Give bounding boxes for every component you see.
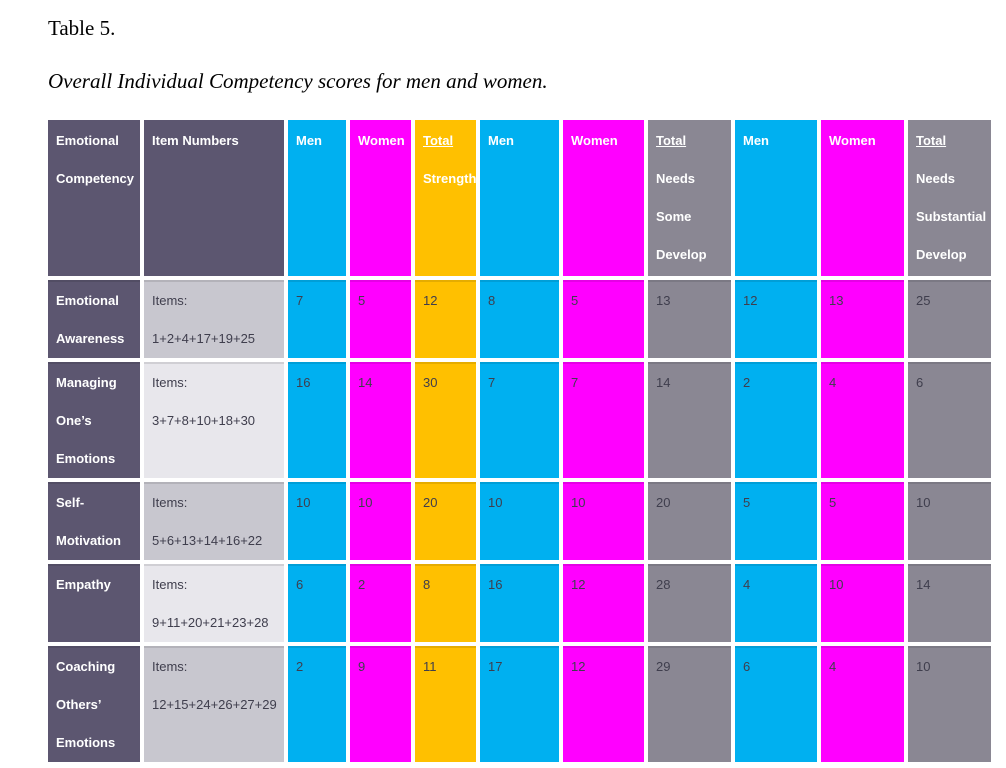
data-cell: 4 [821, 646, 904, 762]
data-cell: 16 [288, 362, 346, 478]
items-formula: 5+6+13+14+16+22 [152, 533, 263, 548]
data-cell: 12 [415, 280, 476, 358]
data-cell: 2 [350, 564, 411, 642]
data-cell: 14 [648, 362, 731, 478]
items-formula: 3+7+8+10+18+30 [152, 413, 256, 428]
data-cell: 8 [415, 564, 476, 642]
row-label: Managing One’s Emotions [48, 362, 140, 478]
items-formula: 9+11+20+21+23+28 [152, 615, 269, 630]
data-cell: 12 [735, 280, 817, 358]
table-row-coaching-others-emotions [48, 646, 991, 762]
data-cell: 14 [908, 564, 991, 642]
table-caption: Overall Individual Competency scores for men and women. [48, 69, 548, 93]
header-total-substantial-develop-sub: Needs Substantial Develop [916, 171, 987, 262]
data-cell: 5 [735, 482, 817, 560]
data-cell: 6 [908, 362, 991, 478]
table-row-empathy [48, 564, 991, 642]
data-cell: 20 [415, 482, 476, 560]
data-cell: 10 [563, 482, 644, 560]
items-label: Items: [152, 495, 188, 510]
items-label: Items: [152, 659, 188, 674]
header-total-strength-title: Total [423, 133, 454, 148]
items-cell [144, 362, 284, 478]
data-cell: 30 [415, 362, 476, 478]
data-cell: 10 [821, 564, 904, 642]
items-cell [144, 482, 284, 560]
table-row-self-motivation [48, 482, 991, 560]
items-label: Items: [152, 577, 188, 592]
row-label: Empathy [48, 564, 140, 642]
row-label: Self-Motivation [48, 482, 140, 560]
data-cell: 11 [415, 646, 476, 762]
data-cell: 2 [735, 362, 817, 478]
data-cell: 6 [735, 646, 817, 762]
data-cell: 10 [350, 482, 411, 560]
header-men-substantial-develop: Men [735, 120, 817, 276]
header-total-strength-sub: Strength [423, 171, 477, 186]
data-cell: 13 [648, 280, 731, 358]
header-total-some-develop-title: Total [656, 133, 687, 148]
data-cell: 16 [480, 564, 559, 642]
row-label: Emotional Awareness [48, 280, 140, 358]
competency-table [44, 116, 995, 766]
header-row [48, 120, 991, 276]
data-cell: 28 [648, 564, 731, 642]
header-women-strength: Women [350, 120, 411, 276]
items-cell [144, 280, 284, 358]
data-cell: 13 [821, 280, 904, 358]
data-cell: 12 [563, 564, 644, 642]
data-cell: 17 [480, 646, 559, 762]
data-cell: 5 [350, 280, 411, 358]
data-cell: 6 [288, 564, 346, 642]
data-cell: 20 [648, 482, 731, 560]
table-row-emotional-awareness [48, 280, 991, 358]
header-total-substantial-develop [908, 120, 991, 276]
data-cell: 10 [908, 482, 991, 560]
data-cell: 2 [288, 646, 346, 762]
table-number: Table 5. [48, 16, 116, 40]
data-cell: 8 [480, 280, 559, 358]
data-cell: 7 [480, 362, 559, 478]
data-cell: 7 [288, 280, 346, 358]
table-row-managing-ones-emotions [48, 362, 991, 478]
header-total-substantial-develop-title: Total [916, 133, 947, 148]
header-women-some-develop: Women [563, 120, 644, 276]
data-cell: 4 [821, 362, 904, 478]
items-cell [144, 646, 284, 762]
header-men-strength: Men [288, 120, 346, 276]
data-cell: 4 [735, 564, 817, 642]
data-cell: 5 [563, 280, 644, 358]
data-cell: 12 [563, 646, 644, 762]
data-cell: 25 [908, 280, 991, 358]
data-cell: 10 [908, 646, 991, 762]
data-cell: 14 [350, 362, 411, 478]
data-cell: 10 [288, 482, 346, 560]
row-label: Coaching Others’ Emotions [48, 646, 140, 762]
items-label: Items: [152, 375, 188, 390]
header-emotional-competency: Emotional Competency [48, 120, 140, 276]
header-women-substantial-develop: Women [821, 120, 904, 276]
data-cell: 10 [480, 482, 559, 560]
data-cell: 9 [350, 646, 411, 762]
header-total-some-develop-sub: Needs Some Develop [656, 171, 707, 262]
items-cell [144, 564, 284, 642]
items-label: Items: [152, 293, 188, 308]
header-total-some-develop [648, 120, 731, 276]
data-cell: 29 [648, 646, 731, 762]
data-cell: 5 [821, 482, 904, 560]
items-formula: 1+2+4+17+19+25 [152, 331, 256, 346]
header-item-numbers: Item Numbers [144, 120, 284, 276]
header-total-strength [415, 120, 476, 276]
data-cell: 7 [563, 362, 644, 478]
items-formula: 12+15+24+26+27+29 [152, 697, 277, 712]
header-men-some-develop: Men [480, 120, 559, 276]
